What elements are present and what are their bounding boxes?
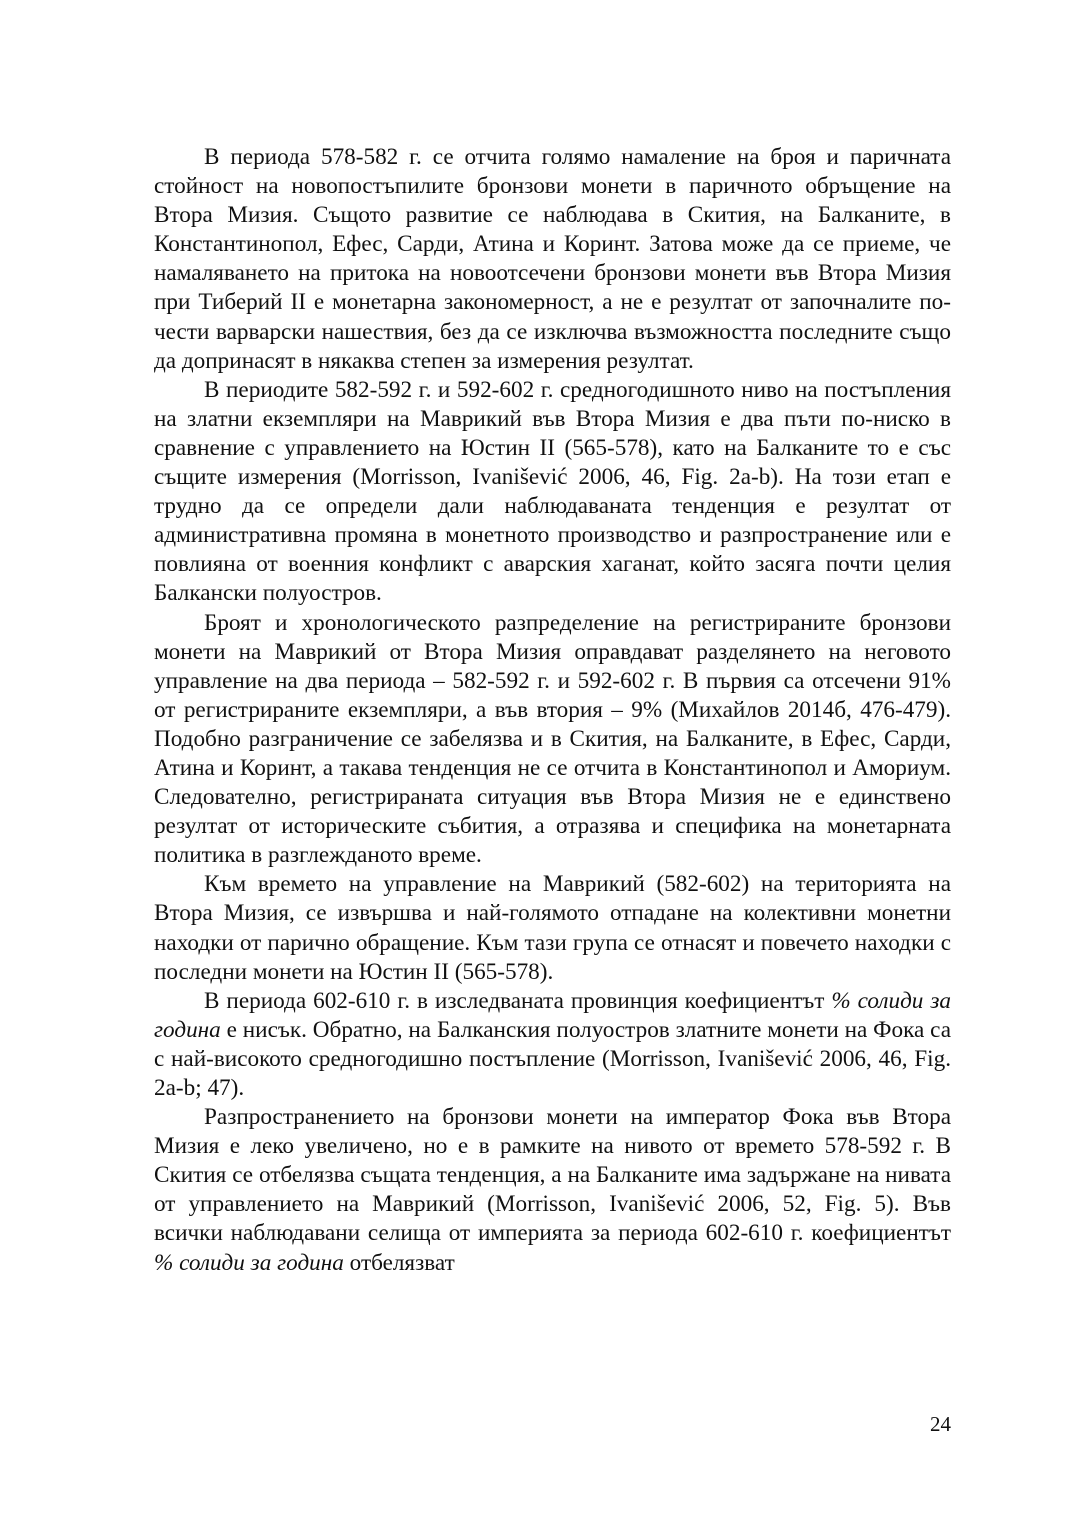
paragraph-1: В периода 578-582 г. се отчита голямо намаление на броя и паричната стойност на новопостъпилите бронзови монети в паричното обръщение на Втора Мизия. Същото развитие се наблюдава в Скития, на Балканите, в Константинопол, Ефес, Сарди, Атина и Коринт. Затова може да се приеме, че намаляването на притока на новоотсечени бронзови монети във Втора Мизия при Тиберий II е монетарна закономерност, а не е резултат от започналите по-чести варварски нашествия, без да се изключва възможността последните също да допринасят в някаква степен за измерения резултат. [154, 144, 951, 374]
paragraph-3: Броят и хронологическото разпределение на регистрираните бронзови монети на Маврикий от Втора Мизия оправдават разделянето на неговото управление на два периода – 582-592 г. и 592-602 г. В първия са отсечени 91% от регистрираните екземпляри, а във втория – 9% (Михайлов 2014б, 476-479). Подобно разграничение се забелязва и в Скития, на Балканите, в Ефес, Сарди, Атина и Коринт, а такава тенденция не се отчита в Константинопол и Амориум. Следователно, регистрираната ситуация във Втора Мизия не е единствено резултат от историческите събития, а отразява и специфика на монетарната политика в разглежданото време. [154, 609, 951, 869]
paragraph-5 [154, 987, 951, 1103]
paragraph-4: Към времето на управление на Маврикий (582-602) на територията на Втора Мизия, се извършва и най-голямото отпадане на колективни монетни находки от парично обращение. Към тази група се отнасят и повечето находки с последни монети на Юстин II (565-578). [154, 871, 951, 985]
page-body [154, 143, 951, 1278]
paragraph-5-italic-term: % солиди за година [154, 987, 951, 1043]
paragraph-2: В периодите 582-592 г. и 592-602 г. средногодишното ниво на постъпления на златни екземпляри на Маврикий във Втора Мизия е два пъти по-ниско в сравнение с управлението на Юстин II (565-578), като на Балканите то е със същите измерения (Morrisson, Ivanišević 2006, 46, Fig. 2a-b). На този етап е трудно да се определи дали наблюдаваната тенденция е резултат от административна промяна в монетното производство и разпространение или е повлияна от военния конфликт с аварския хаганат, който засяга почти целия Балкански полуостров. [154, 376, 951, 607]
paragraph-6-text-before: Разпространението на бронзови монети на император Фока във Втора Мизия е леко увеличено, но е в рамките на нивото от времето 578-592 г. В Скития се отбелязва същата тенденция, а на Балканите има задържане на нивата от управлението на Маврикий (Morrisson, Ivanišević 2006, 52, Fig. 5). Във всички наблюдавани селища от империята за периода 602-610 г. коефициентът [154, 1104, 951, 1247]
paragraph-6-italic-term: % солиди за година [154, 1249, 344, 1276]
paragraph-5-text-after: е нисък. Обратно, на Балканския полуостров златните монети на Фока са с най-високото средногодишно постъпление (Morrisson, Ivanišević 2006, 46, Fig. 2a-b; 47). [154, 1016, 951, 1101]
paragraph-6 [154, 1103, 951, 1278]
paragraph-6-text-after: отбелязват [343, 1249, 455, 1276]
paragraph-5-text-before: В периода 602-610 г. в изследваната провинция коефициентът [204, 987, 832, 1014]
page-number: 24 [930, 1412, 951, 1436]
